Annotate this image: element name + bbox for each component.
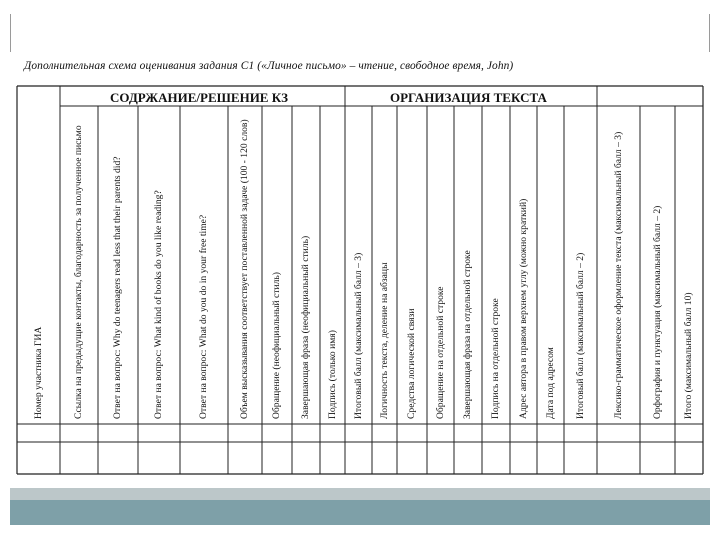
column-header-label: Логичность текста, деление на абзацы xyxy=(378,262,390,419)
column-header-label: Завершающая фраза (неофициальный стиль) xyxy=(299,235,311,419)
column-header-cell xyxy=(510,106,537,424)
column-header-label: Номер участника ГИА xyxy=(32,326,44,419)
column-header-cell xyxy=(180,106,228,424)
column-header-cell xyxy=(640,106,675,424)
column-header-label: Итоговый балл (максимальный балл – 3) xyxy=(352,252,364,419)
column-header-cell xyxy=(482,106,510,424)
column-header-label: Ответ на вопрос: What do you do in your free time? xyxy=(197,214,209,419)
column-header-label: Лексико-грамматическое оформление текста (максимальный балл – 3) xyxy=(612,131,624,419)
column-header-cell xyxy=(427,106,454,424)
column-header-label: Подпись (только имя) xyxy=(326,330,338,419)
column-header-cell xyxy=(17,86,60,424)
column-header-label: Завершающая фраза на отдельной строке xyxy=(461,250,473,419)
page-title: Дополнительная схема оценивания задания С1 («Личное письмо» – чтение, свободное время, John) xyxy=(24,60,514,72)
column-header-label: Объем высказывания соответствует поставленной задаче (100 - 120 слов) xyxy=(238,119,250,419)
column-header-label: Ответ на вопрос: Why do teenagers read less that their parents did? xyxy=(111,156,123,419)
column-header-label: Подпись на отдельной строке xyxy=(489,298,501,419)
column-header-label: Итоговый балл (максимальный балл – 2) xyxy=(574,252,586,419)
column-header-label: Адрес автора в правом верхнем углу (можно краткий) xyxy=(517,198,529,419)
column-header-label: Ссылка на предыдущие контакты, благодарность за полученное письмо xyxy=(72,125,84,419)
column-header-cell xyxy=(262,106,292,424)
footer-bar-light xyxy=(10,488,710,500)
column-header-cell xyxy=(345,106,372,424)
column-header-label: Дата под адресом xyxy=(544,347,556,419)
column-header-cell xyxy=(564,106,597,424)
column-header-label: Обращение на отдельной строке xyxy=(434,286,446,419)
column-header-cell xyxy=(454,106,482,424)
column-header-label: Средства логической связи xyxy=(405,308,417,419)
organization-section-header: ОРГАНИЗАЦИЯ ТЕКСТА xyxy=(390,90,547,105)
column-header-cell xyxy=(138,106,180,424)
column-header-label: Ответ на вопрос: What kind of books do you like reading? xyxy=(152,190,164,419)
column-header-cell xyxy=(228,106,262,424)
footer-bar xyxy=(10,500,710,525)
column-header-cell xyxy=(320,106,345,424)
column-header-cell xyxy=(372,106,397,424)
column-header-cell xyxy=(675,106,703,424)
content-section-header: СОДРЖАНИЕ/РЕШЕНИЕ КЗ xyxy=(110,90,289,105)
column-header-cell xyxy=(60,106,98,424)
column-header-label: Итого (максимальный балл 10) xyxy=(682,292,694,419)
column-header-cell xyxy=(597,106,640,424)
column-header-cell xyxy=(537,106,564,424)
column-header-cell xyxy=(98,106,138,424)
column-header-label: Обращение (неофициальный стиль) xyxy=(270,272,282,419)
column-header-cell xyxy=(292,106,320,424)
column-header-cell xyxy=(397,106,427,424)
column-header-label: Орфография и пунктуация (максимальный балл – 2) xyxy=(651,205,663,419)
